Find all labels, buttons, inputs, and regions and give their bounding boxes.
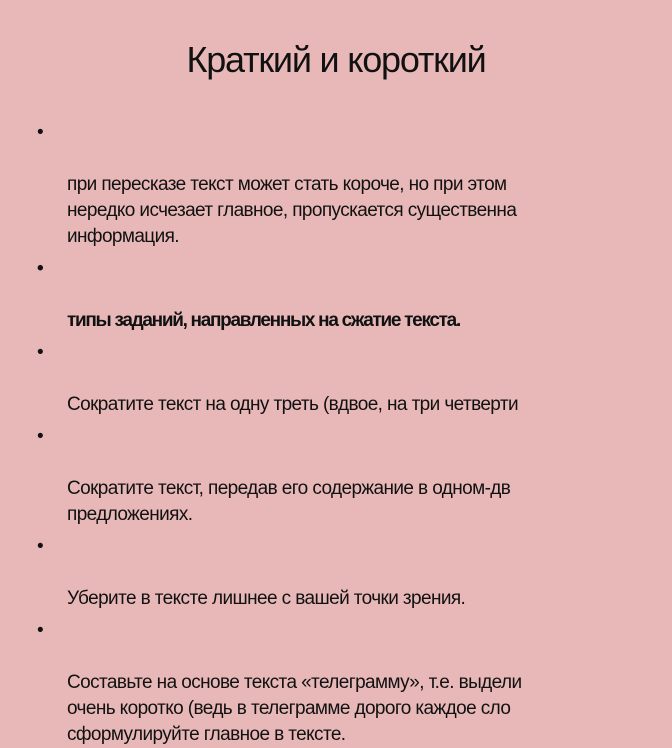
bullet-item — [34, 120, 580, 250]
bullet-dot-icon: • — [37, 536, 44, 557]
bullet-dot-icon: • — [37, 122, 44, 143]
bullet-list — [34, 120, 580, 748]
bullet-text: Сократите текст, передав его содержание в одном-дв предложениях. — [67, 478, 511, 525]
bullet-item — [34, 534, 580, 612]
bullet-item — [34, 256, 580, 334]
bullet-item — [34, 424, 580, 528]
slide-content — [34, 120, 580, 745]
bullet-text: Уберите в тексте лишнее с вашей точки зрения. — [67, 588, 466, 609]
bullet-text: типы заданий, направленных на сжатие текста. — [67, 310, 460, 331]
bullet-dot-icon: • — [37, 258, 43, 279]
bullet-text: при пересказе текст может стать короче, но при этом нередко исчезает главное, пропускается существенна информация. — [67, 174, 517, 247]
bullet-dot-icon: • — [37, 426, 44, 447]
bullet-dot-icon: • — [37, 620, 44, 641]
bullet-item — [34, 618, 580, 748]
bullet-dot-icon: • — [37, 342, 44, 363]
bullet-text: Составьте на основе текста «телеграмму», т.е. выдели очень коротко (ведь в телеграмме дорого каждое сло сформулируйте главное в тексте. — [67, 672, 522, 745]
bullet-item — [34, 340, 580, 418]
slide-title: Краткий и короткий — [186, 39, 486, 80]
bullet-text: Сократите текст на одну треть (вдвое, на три четверти — [67, 394, 518, 415]
